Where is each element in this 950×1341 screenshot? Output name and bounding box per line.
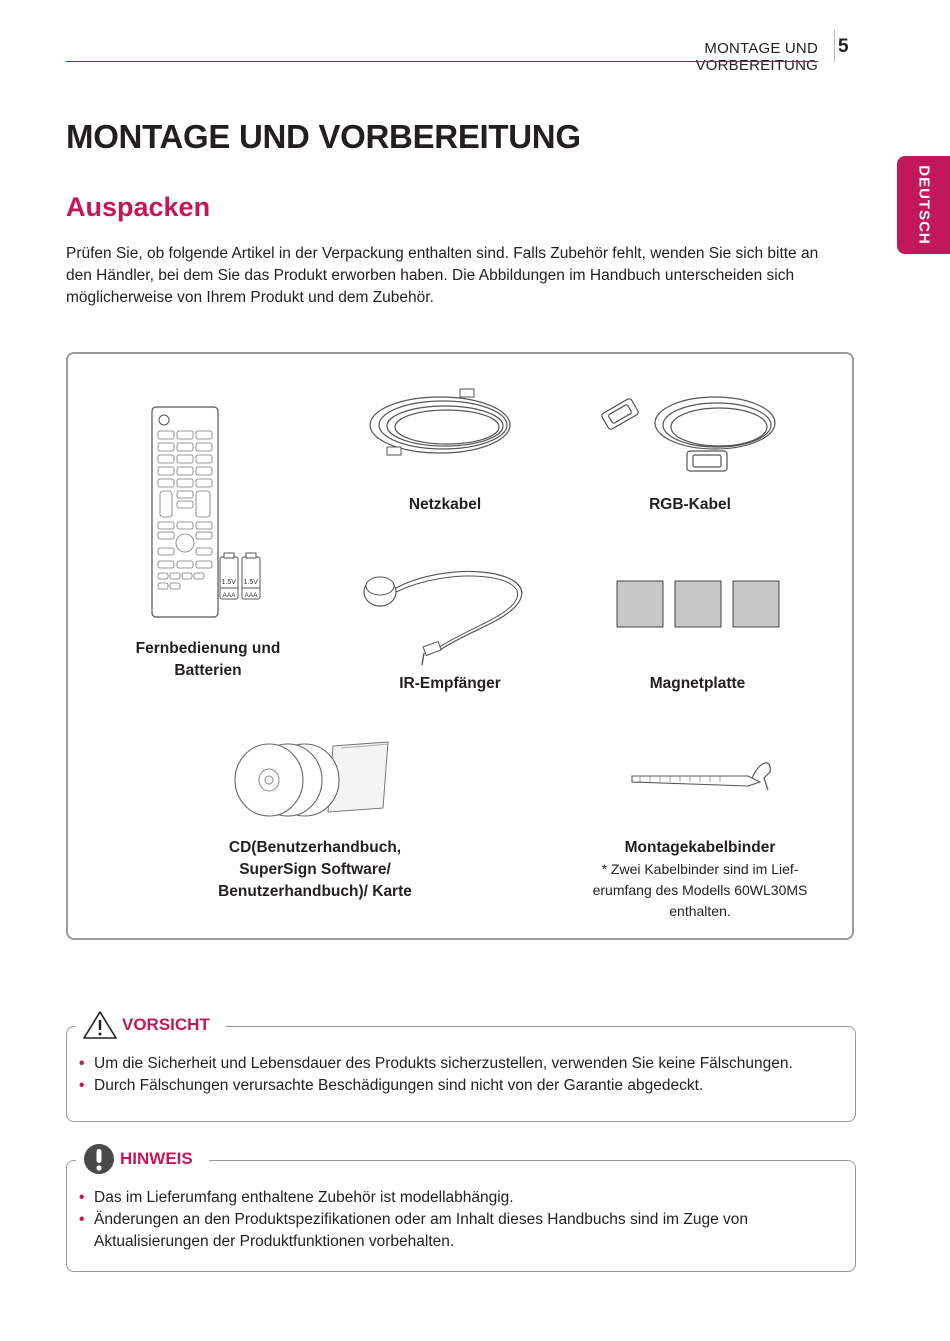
ir-receiver-label: IR-Empfänger [399, 675, 501, 692]
caution-header [76, 1008, 226, 1042]
cd-label-line: Benutzerhandbuch)/ Karte [218, 883, 412, 900]
remote-control-icon [150, 405, 270, 620]
caution-title: VORSICHT [122, 1015, 210, 1034]
language-tab[interactable] [897, 156, 950, 254]
cd-label-line: CD(Benutzerhandbuch, [228, 839, 402, 856]
caution-list [79, 1053, 839, 1097]
cable-tie-note-line: enthalten. [669, 903, 731, 919]
cable-tie-note-line: * Zwei Kabelbinder sind im Lief- [601, 861, 799, 877]
remote-label-line: Fernbedienung und [135, 640, 281, 657]
power-cable-icon [365, 385, 525, 465]
cable-tie-label: Montagekabelbinder [624, 839, 776, 856]
rgb-cable-label: RGB-Kabel [649, 496, 731, 513]
page-title: MONTAGE UND VORBEREITUNG [66, 118, 581, 155]
cable-tie-note [575, 859, 825, 922]
note-header [76, 1142, 209, 1176]
note-list [79, 1187, 839, 1253]
cd-icon [233, 738, 393, 818]
remote-label [108, 638, 308, 682]
caution-item: • Um die Sicherheit und Lebensdauer des Produkts sicherzustellen, verwenden Sie keine Fälschungen. [79, 1053, 839, 1075]
rgb-cable-icon [595, 385, 785, 485]
page-number: 5 [838, 36, 849, 57]
intro-paragraph: Prüfen Sie, ob folgende Artikel in der Verpackung enthalten sind. Falls Zubehör fehlt, wenden Sie sich bitte an den Händler, bei dem Sie das Produkt erworben haben. Die Abbildungen im Handbuch unterscheiden sich möglicherweise von Ihrem Produkt und dem Zubehör. [66, 245, 819, 306]
header-rule [66, 61, 818, 62]
note-callout [66, 1160, 856, 1272]
cable-tie-icon [630, 756, 780, 796]
magnet-plate-label: Magnetplatte [649, 675, 746, 692]
caution-item: • Durch Fälschungen verursachte Beschädigungen sind nicht von der Garantie abgedeckt. [79, 1075, 839, 1097]
battery-type-label: AAA [222, 592, 236, 599]
note-item: • Änderungen an den Produktspezifikationen oder am Inhalt dieses Handbuchs sind im Zuge von Aktualisierungen der Produktfunktionen vorbehalten. [79, 1209, 839, 1253]
section-title: Auspacken [66, 192, 211, 222]
exclamation-circle-icon [82, 1142, 116, 1176]
cable-tie-note-line: erumfang des Modells 60WL30MS [592, 882, 808, 898]
battery-type-label: AAA [244, 592, 258, 599]
language-tab-label: DEUTSCH [915, 165, 932, 245]
power-cable-label: Netzkabel [408, 496, 482, 513]
note-item: • Das im Lieferumfang enthaltene Zubehör ist modellabhängig. [79, 1187, 839, 1209]
header-divider [834, 30, 835, 62]
magnet-plate-icon [616, 580, 781, 630]
battery-voltage-label: 1.5V [243, 579, 258, 586]
ir-receiver-icon [360, 560, 535, 670]
battery-voltage-label: 1.5V [221, 579, 236, 586]
cd-label-line: SuperSign Software/ [239, 861, 391, 878]
running-header: MONTAGE UND VORBEREITUNG [695, 40, 818, 74]
note-title: HINWEIS [120, 1149, 193, 1168]
remote-label-line: Batterien [174, 662, 242, 679]
warning-triangle-icon [82, 1010, 118, 1040]
cd-label [190, 837, 440, 903]
